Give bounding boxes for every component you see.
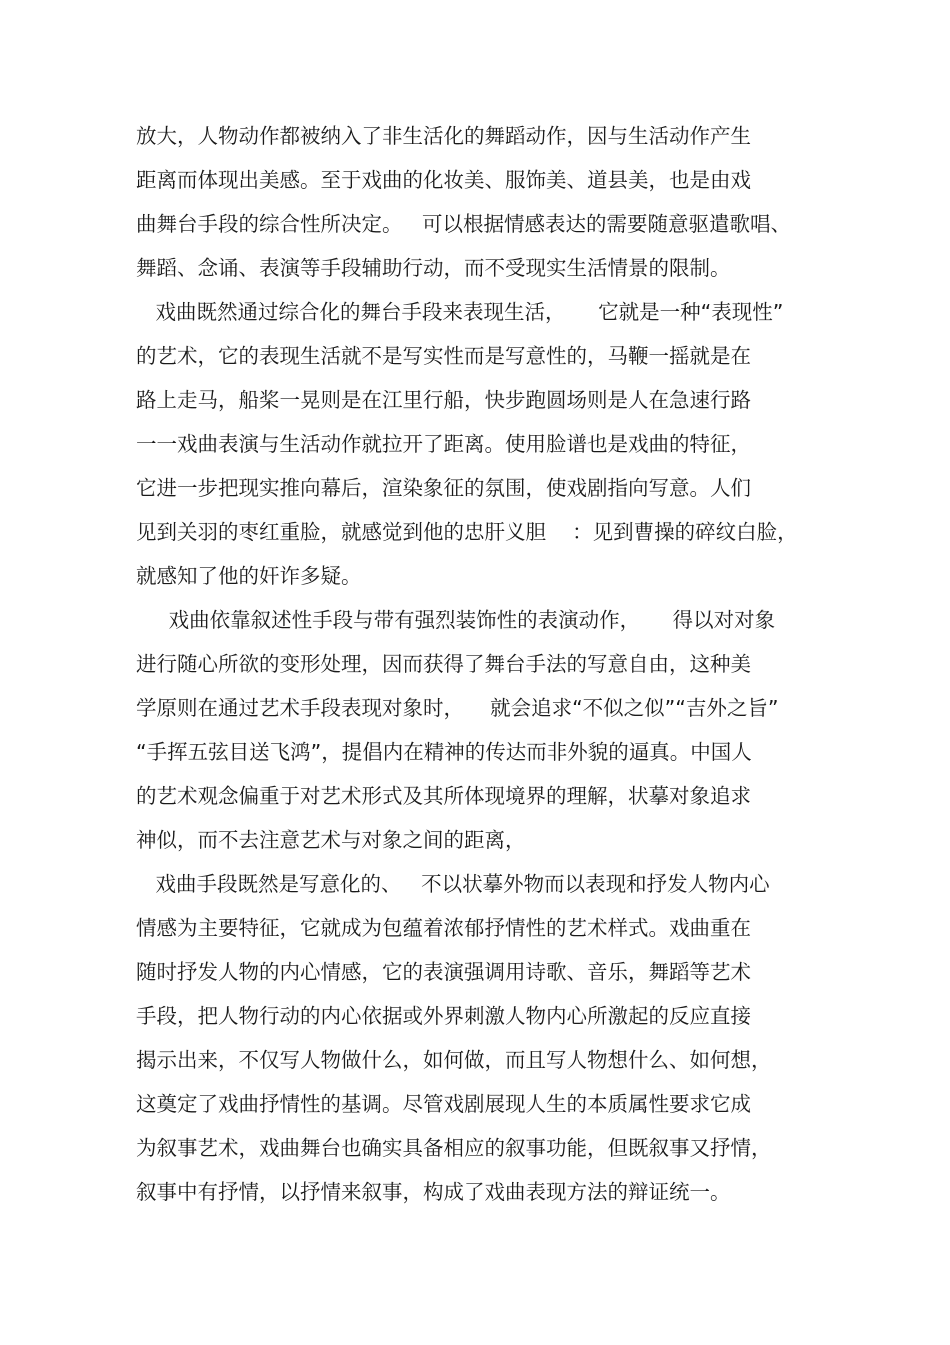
text-line: 叙事中有抒情，以抒情来叙事，构成了戏曲表现方法的辩证统一。 bbox=[136, 1180, 731, 1204]
text-line: 放大，人物动作都被纳入了非生活化的舞蹈动作，因与生活动作产生 bbox=[136, 124, 751, 148]
text-line: 的艺术观念偏重于对艺术形式及其所体现境界的理解，状摹对象追求 bbox=[136, 784, 751, 808]
text-line: “手挥五弦目送飞鸿”，提倡内在精神的传达而非外貌的逼真。中国人 bbox=[136, 740, 752, 764]
text-line: 就感知了他的奸诈多疑。 bbox=[136, 564, 362, 588]
text-line: 随时抒发人物的内心情感，它的表演强调用诗歌、音乐，舞蹈等艺术 bbox=[136, 960, 751, 984]
text-line: 路上走马，船桨一晃则是在江里行船，快步跑圆场则是人在急速行路 bbox=[136, 388, 751, 412]
text-line: 戏曲依靠叙述性手段与带有强烈装饰性的表演动作， 得以对对象 bbox=[136, 608, 776, 632]
text-line: 情感为主要特征，它就成为包蕴着浓郁抒情性的艺术样式。戏曲重在 bbox=[136, 916, 751, 940]
text-line: 手段，把人物行动的内心依据或外界刺激人物内心所激起的反应直接 bbox=[136, 1004, 751, 1028]
text-line: 这奠定了戏曲抒情性的基调。尽管戏剧展现人生的本质属性要求它成 bbox=[136, 1092, 751, 1116]
text-line: 神似，而不去注意艺术与对象之间的距离， bbox=[136, 828, 526, 852]
text-line: 进行随心所欲的变形处理，因而获得了舞台手法的写意自由，这种美 bbox=[136, 652, 751, 676]
text-line: 它进一步把现实推向幕后，渲染象征的氛围，使戏剧指向写意。人们 bbox=[136, 476, 751, 500]
text-line: 学原则在通过艺术手段表现对象时， 就会追求“不似之似”“吉外之旨” bbox=[136, 696, 779, 720]
text-line: 戏曲既然通过综合化的舞台手段来表现生活， 它就是一种“表现性” bbox=[136, 300, 784, 324]
text-line: 戏曲手段既然是写意化的、 不以状摹外物而以表现和抒发人物内心 bbox=[136, 872, 770, 896]
text-line: 的艺术，它的表现生活就不是写实性而是写意性的，马鞭一摇就是在 bbox=[136, 344, 751, 368]
text-line: 见到关羽的枣红重脸，就感觉到他的忠肝义胆 ：见到曹操的碎纹白脸， bbox=[136, 520, 798, 544]
text-line: 曲舞台手段的综合性所决定。 可以根据情感表达的需要随意驱遣歌唱、 bbox=[136, 212, 792, 236]
body-text bbox=[136, 114, 836, 1214]
text-line: 为叙事艺术，戏曲舞台也确实具备相应的叙事功能，但既叙事又抒情， bbox=[136, 1136, 772, 1160]
text-line: 距离而体现出美感。至于戏曲的化妆美、服饰美、道县美，也是由戏 bbox=[136, 168, 751, 192]
text-line: 舞蹈、念诵、表演等手段辅助行动，而不受现实生活情景的限制。 bbox=[136, 256, 731, 280]
text-line: 一一戏曲表演与生活动作就拉开了距离。使用脸谱也是戏曲的特征， bbox=[136, 432, 751, 456]
text-line: 揭示出来，不仅写人物做什么，如何做，而且写人物想什么、如何想， bbox=[136, 1048, 772, 1072]
